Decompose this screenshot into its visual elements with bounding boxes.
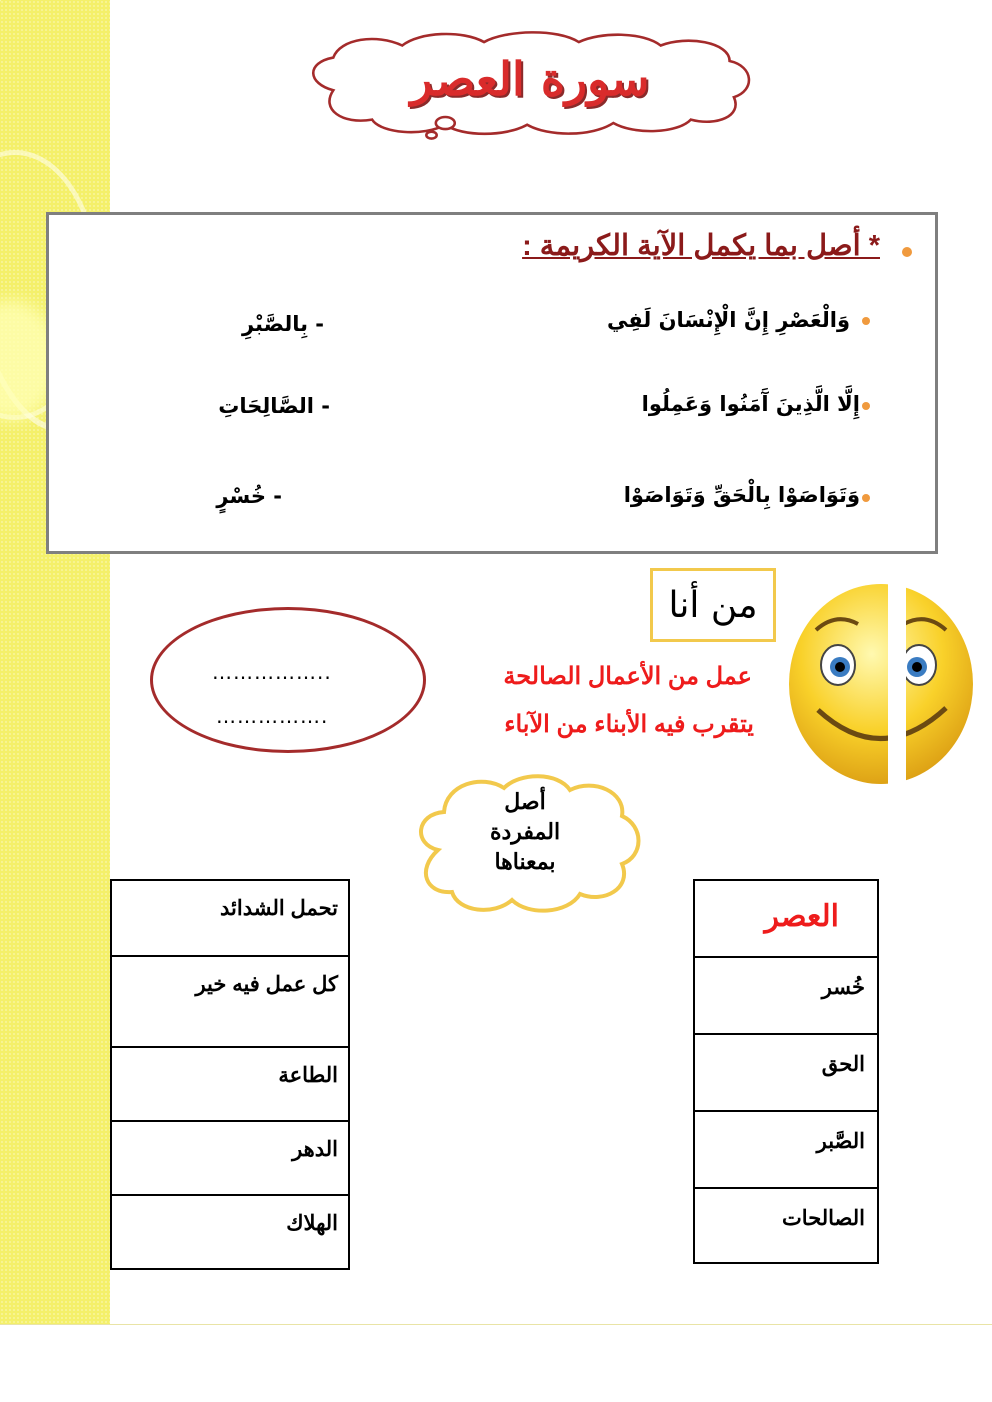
table-row bbox=[694, 957, 878, 1034]
verse-completion-option[interactable]: - خُسْرٍ bbox=[216, 484, 282, 508]
word-cell[interactable]: الصالحات bbox=[694, 1188, 878, 1263]
word-cell[interactable]: الصَّبر bbox=[694, 1111, 878, 1188]
table-row bbox=[694, 880, 878, 957]
worksheet-title: سورة العصر bbox=[410, 52, 650, 106]
who-am-i-label: من أنا bbox=[650, 568, 776, 642]
match-instruction bbox=[440, 787, 610, 877]
table-row bbox=[694, 1188, 878, 1263]
smiley-face-icon bbox=[786, 582, 976, 787]
table-row bbox=[111, 1047, 349, 1121]
meaning-cell[interactable]: الطاعة bbox=[111, 1047, 349, 1121]
bullet-icon bbox=[862, 494, 870, 502]
table-row bbox=[694, 1034, 878, 1111]
word-cell[interactable]: خُسر bbox=[694, 957, 878, 1034]
meanings-table bbox=[110, 879, 350, 1270]
verse-line: وَالْعَصْرِ إِنَّ الْإِنْسَانَ لَفِي bbox=[607, 308, 850, 332]
table-row bbox=[111, 956, 349, 1047]
verse-completion-option[interactable]: - بِالصَّبْرِ bbox=[241, 312, 324, 336]
table-row bbox=[111, 1195, 349, 1269]
meaning-cell[interactable]: الدهر bbox=[111, 1121, 349, 1195]
page-edge bbox=[0, 1324, 992, 1325]
bullet-icon bbox=[902, 247, 912, 257]
cloud-line: أصل bbox=[504, 789, 546, 814]
exercise-heading: * أصل بما يكمل الآية الكريمة : bbox=[522, 230, 880, 262]
word-cell[interactable]: الحق bbox=[694, 1034, 878, 1111]
bullet-icon bbox=[862, 402, 870, 410]
verse-line: وَتَوَاصَوْا بِالْحَقِّ وَتَوَاصَوْا bbox=[623, 483, 860, 507]
answer-blank[interactable]: ……………. bbox=[216, 704, 329, 728]
words-table-header: العصر bbox=[694, 880, 878, 957]
answer-blank[interactable]: …………….. bbox=[212, 660, 332, 684]
meaning-cell[interactable]: تحمل الشدائد bbox=[111, 880, 349, 956]
bullet-icon bbox=[862, 317, 870, 325]
table-row bbox=[111, 1121, 349, 1195]
verse-line: إِلَّا الَّذِينَ آَمَنُوا وَعَمِلُوا bbox=[641, 392, 860, 416]
meaning-cell[interactable]: الهلاك bbox=[111, 1195, 349, 1269]
decorative-side-strip bbox=[0, 0, 110, 1325]
cloud-line: المفردة bbox=[489, 819, 561, 844]
riddle-line: عمل من الأعمال الصالحة bbox=[503, 663, 752, 690]
smiley-gap bbox=[888, 560, 906, 810]
table-row bbox=[694, 1111, 878, 1188]
cloud-line: بمعناها bbox=[494, 849, 556, 874]
table-row bbox=[111, 880, 349, 956]
meaning-cell[interactable]: كل عمل فيه خير bbox=[111, 956, 349, 1047]
verse-completion-option[interactable]: - الصَّالِحَاتِ bbox=[218, 394, 330, 418]
riddle-line: يتقرب فيه الأبناء من الآباء bbox=[504, 711, 754, 738]
words-table bbox=[693, 879, 879, 1264]
